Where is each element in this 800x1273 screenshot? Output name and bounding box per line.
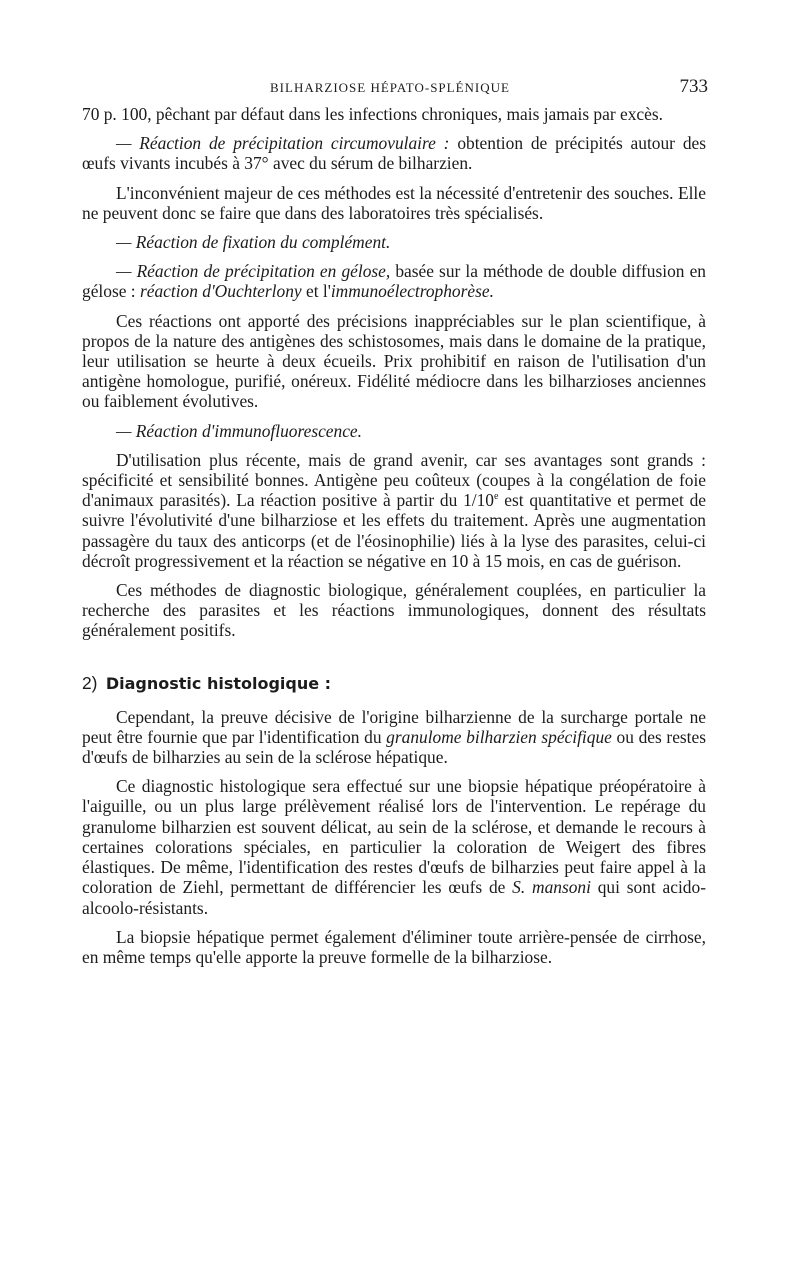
paragraph-circumovulaire: — Réaction de précipitation circumovulaire : obtention de précipités autour des œufs vivants incubés à 37° avec du sérum de bilharzien. (82, 133, 706, 174)
paragraph-utilisation-recente: D'utilisation plus récente, mais de grand avenir, car ses avantages sont grands : spécificité et sensibilité bonnes. Antigène peu coûteux (coupes à la congélation de foie d'animaux parasités). La réaction positive à partir du 1/10e est quantitative et permet de suivre l'évolutivité d'une bilharziose et les effets du traitement. Après une augmentation passagère du taux des anticorps (et de l'éosinophilie) liés à la lyse des parasites, celui-ci décroît progressivement et la réaction se négative en 10 à 15 mois, en cas de guérison. (82, 449, 706, 571)
section-title: Diagnostic histologique : (105, 673, 332, 693)
paragraph-methodes-diagnostic: Ces méthodes de diagnostic biologique, généralement couplées, en particulier la recherche des parasites et les réactions immunologiques, donnent des résultats généralement positifs. (82, 580, 706, 641)
paragraph-fixation-complement: — Réaction de fixation du complément. (116, 232, 391, 253)
paragraph-continuation: 70 p. 100, pêchant par défaut dans les infections chroniques, mais jamais par excès. (82, 104, 663, 124)
running-title: BILHARZIOSE HÉPATO-SPLÉNIQUE (270, 80, 510, 95)
paragraph-preuve-decisive: Cependant, la preuve décisive de l'origine bilharzienne de la surcharge portale ne peut être fournie que par l'identification du granulome bilharzien spécifique ou des restes d'œufs de bilharzies au sein de la sclérose hépatique. (82, 706, 706, 768)
journal-page (82, 74, 706, 976)
paragraph-reactions-precisions: Ces réactions ont apporté des précisions inappréciables sur le plan scientifique, à propos de la nature des antigènes des schistosomes, mais dans le domaine de la pratique, leur utilisation se heurte à deux écueils. Prix prohibitif en raison de l'utilisation d'un antigène homologue, purifié, onéreux. Fidélité médiocre dans les bilharzioses anciennes ou faiblement évolutives. (82, 310, 706, 412)
paragraph-diagnostic-histologique: Ce diagnostic histologique sera effectué sur une biopsie hépatique préopératoire à l'aiguille, ou un plus large prélèvement réalisé lors de l'intervention. Le repérage du granulome bilharzien est souvent délicat, au sein de la sclérose, et demande le recours à certaines colorations spéciales, en particulier la coloration de Weigert des fibres élastiques. De même, l'identification des restes d'œufs de bilharzies peut faire appel à la coloration de Ziehl, permettant de différencier les œufs de S. mansoni qui sont acido-alcoolo-résistants. (82, 776, 706, 918)
paragraph-biopsie-hepatique: La biopsie hépatique permet également d'éliminer toute arrière-pensée de cirrhose, en même temps qu'elle apporte la preuve formelle de la bilharziose. (82, 926, 706, 967)
paragraph-inconvenient: L'inconvénient majeur de ces méthodes est la nécessité d'entretenir des souches. Elle ne peuvent donc se faire que dans des laboratoires très spécialisés. (82, 182, 706, 223)
page-header (82, 74, 706, 102)
paragraph-immunofluorescence: — Réaction d'immunofluorescence. (116, 420, 362, 441)
paragraph-precipitation-gelose: — Réaction de précipitation en gélose, basée sur la méthode de double diffusion en gélose : réaction d'Ouchterlony et l'immunoélectrophorèse. (82, 261, 706, 302)
page-number: 733 (679, 76, 708, 97)
section-heading (82, 672, 706, 695)
section-number: 2) (82, 672, 98, 693)
